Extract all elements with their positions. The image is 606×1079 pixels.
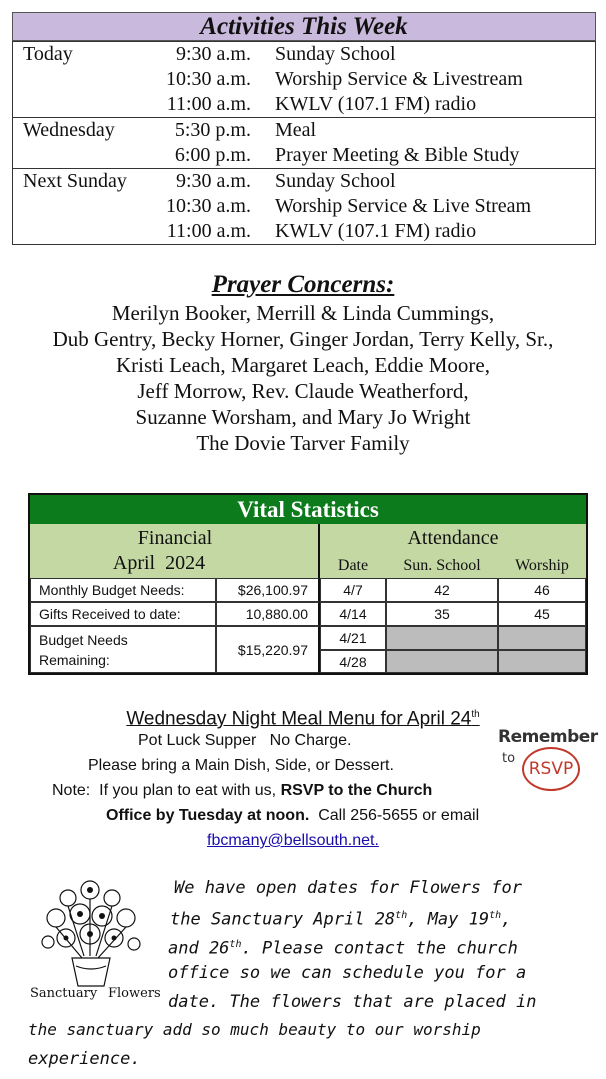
- prayer-heading: Prayer Concerns:: [211, 271, 395, 298]
- col-date: Date: [337, 557, 369, 574]
- activity-time: 6:00 p.m.: [174, 144, 251, 166]
- flowers-line: date. The flowers that are placed in: [168, 992, 537, 1012]
- activity-name: Worship Service & Livestream: [275, 68, 523, 90]
- att-ss: 35: [386, 602, 498, 626]
- flower-bouquet-icon: [28, 876, 158, 988]
- email-link[interactable]: fbcmany@bellsouth.net.: [207, 832, 379, 849]
- fin-value: $15,220.97: [216, 626, 320, 673]
- fin-label: Monthly Budget Needs:: [30, 578, 216, 602]
- prayer-line: Suzanne Worsham, and Mary Jo Wright: [135, 405, 471, 429]
- att-ss-empty: [386, 626, 498, 650]
- attendance-rows: [320, 578, 586, 673]
- col-sun-school: Sun. School: [403, 557, 481, 574]
- fin-value: $26,100.97: [216, 578, 320, 602]
- att-date: 4/28: [320, 650, 386, 673]
- flowers-line: office so we can schedule you for a: [168, 963, 527, 983]
- image-label-right: Flowers: [108, 986, 161, 1001]
- activity-name: Sunday School: [275, 170, 396, 192]
- fin-label: Remaining:: [39, 652, 110, 668]
- meal-note: Note: If you plan to eat with us,: [52, 782, 281, 799]
- activity-time: 9:30 a.m.: [176, 43, 251, 65]
- meal-line: Please bring a Main Dish, Side, or Dessert.: [88, 757, 394, 774]
- activity-day: Wednesday: [23, 119, 115, 141]
- activity-group-wednesday: [13, 118, 596, 169]
- col-worship: Worship: [515, 557, 569, 574]
- att-date: 4/7: [320, 578, 386, 602]
- financial-period: April 2024: [112, 552, 206, 574]
- prayer-line: Dub Gentry, Becky Horner, Ginger Jordan, Terry Kelly, Sr.,: [52, 327, 554, 351]
- vital-statistics-title: Vital Statistics: [30, 495, 586, 524]
- prayer-line: The Dovie Tarver Family: [196, 431, 410, 455]
- activity-group-next-sunday: [13, 169, 596, 245]
- activity-time: 9:30 a.m.: [176, 170, 251, 192]
- activity-name: Worship Service & Live Stream: [275, 195, 532, 217]
- financial-label: Financial: [137, 527, 213, 549]
- flowers-line: experience.: [28, 1049, 141, 1069]
- meal-line: Pot Luck Supper No Charge.: [138, 732, 352, 749]
- attendance-label: Attendance: [407, 527, 499, 549]
- financial-rows: [30, 578, 320, 673]
- flowers-text: , May 19: [407, 909, 490, 930]
- meal-line: [106, 803, 479, 828]
- att-worship-empty: [498, 650, 586, 673]
- flowers-line: the sanctuary add so much beauty to our worship: [28, 1020, 481, 1039]
- meal-title-sup: th: [471, 709, 480, 720]
- flowers-sup: th: [395, 910, 408, 921]
- meal-contact: Call 256-5655 or email: [309, 807, 480, 824]
- remember-rsvp-graphic: [496, 725, 598, 797]
- flowers-line: the Sanctuary April 28th, May 19th,: [170, 909, 512, 930]
- activity-name: Meal: [275, 119, 317, 141]
- image-label-left: Sanctuary: [30, 986, 98, 1001]
- fin-label: Gifts Received to date:: [30, 602, 216, 626]
- activity-time: 10:30 a.m.: [166, 195, 251, 217]
- activity-group-today: [13, 42, 596, 118]
- meal-title-text: Wednesday Night Meal Menu for April 24: [126, 708, 472, 730]
- fin-label: Budget Needs: [39, 632, 128, 648]
- flowers-line: We have open dates for Flowers for: [174, 878, 522, 898]
- activity-time: 10:30 a.m.: [166, 68, 251, 90]
- att-worship-empty: [498, 626, 586, 650]
- fin-label-multiline: [30, 626, 216, 673]
- activities-title: Activities This Week: [200, 13, 408, 40]
- att-worship: 46: [498, 578, 586, 602]
- prayer-line: Kristi Leach, Margaret Leach, Eddie Moore,: [116, 353, 490, 377]
- activity-name: Sunday School: [275, 43, 396, 65]
- activities-table: [12, 41, 596, 245]
- activity-name: Prayer Meeting & Bible Study: [275, 144, 520, 166]
- prayer-line: Merilyn Booker, Merrill & Linda Cummings,: [111, 301, 495, 325]
- activity-name: KWLV (107.1 FM) radio: [275, 93, 477, 115]
- remember-text: Remember: [498, 727, 598, 747]
- activity-time: 11:00 a.m.: [166, 93, 251, 115]
- flowers-sup: th: [229, 939, 242, 950]
- att-ss: 42: [386, 578, 498, 602]
- meal-deadline: Office by Tuesday at noon.: [106, 807, 310, 824]
- flowers-text: and 26: [168, 938, 230, 959]
- activity-day: Next Sunday: [23, 170, 127, 192]
- meal-line: [52, 778, 432, 803]
- meal-rsvp: RSVP to the Church: [280, 782, 433, 799]
- rsvp-badge: RSVP: [522, 747, 580, 791]
- flower-vase-icon: [28, 876, 161, 1012]
- to-text: to: [502, 751, 516, 766]
- fin-value: 10,880.00: [216, 602, 320, 626]
- activity-time: 11:00 a.m.: [166, 220, 251, 242]
- activity-name: KWLV (107.1 FM) radio: [275, 220, 477, 242]
- flowers-text: the Sanctuary April 28: [170, 909, 396, 930]
- activity-time: 5:30 p.m.: [174, 119, 251, 141]
- activity-day: Today: [23, 43, 73, 65]
- att-date: 4/21: [320, 626, 386, 650]
- flowers-sup: th: [489, 910, 502, 921]
- att-date: 4/14: [320, 602, 386, 626]
- prayer-line: Jeff Morrow, Rev. Claude Weatherford,: [137, 379, 469, 403]
- flowers-text: . Please contact the church: [241, 938, 518, 959]
- att-ss-empty: [386, 650, 498, 673]
- att-worship: 45: [498, 602, 586, 626]
